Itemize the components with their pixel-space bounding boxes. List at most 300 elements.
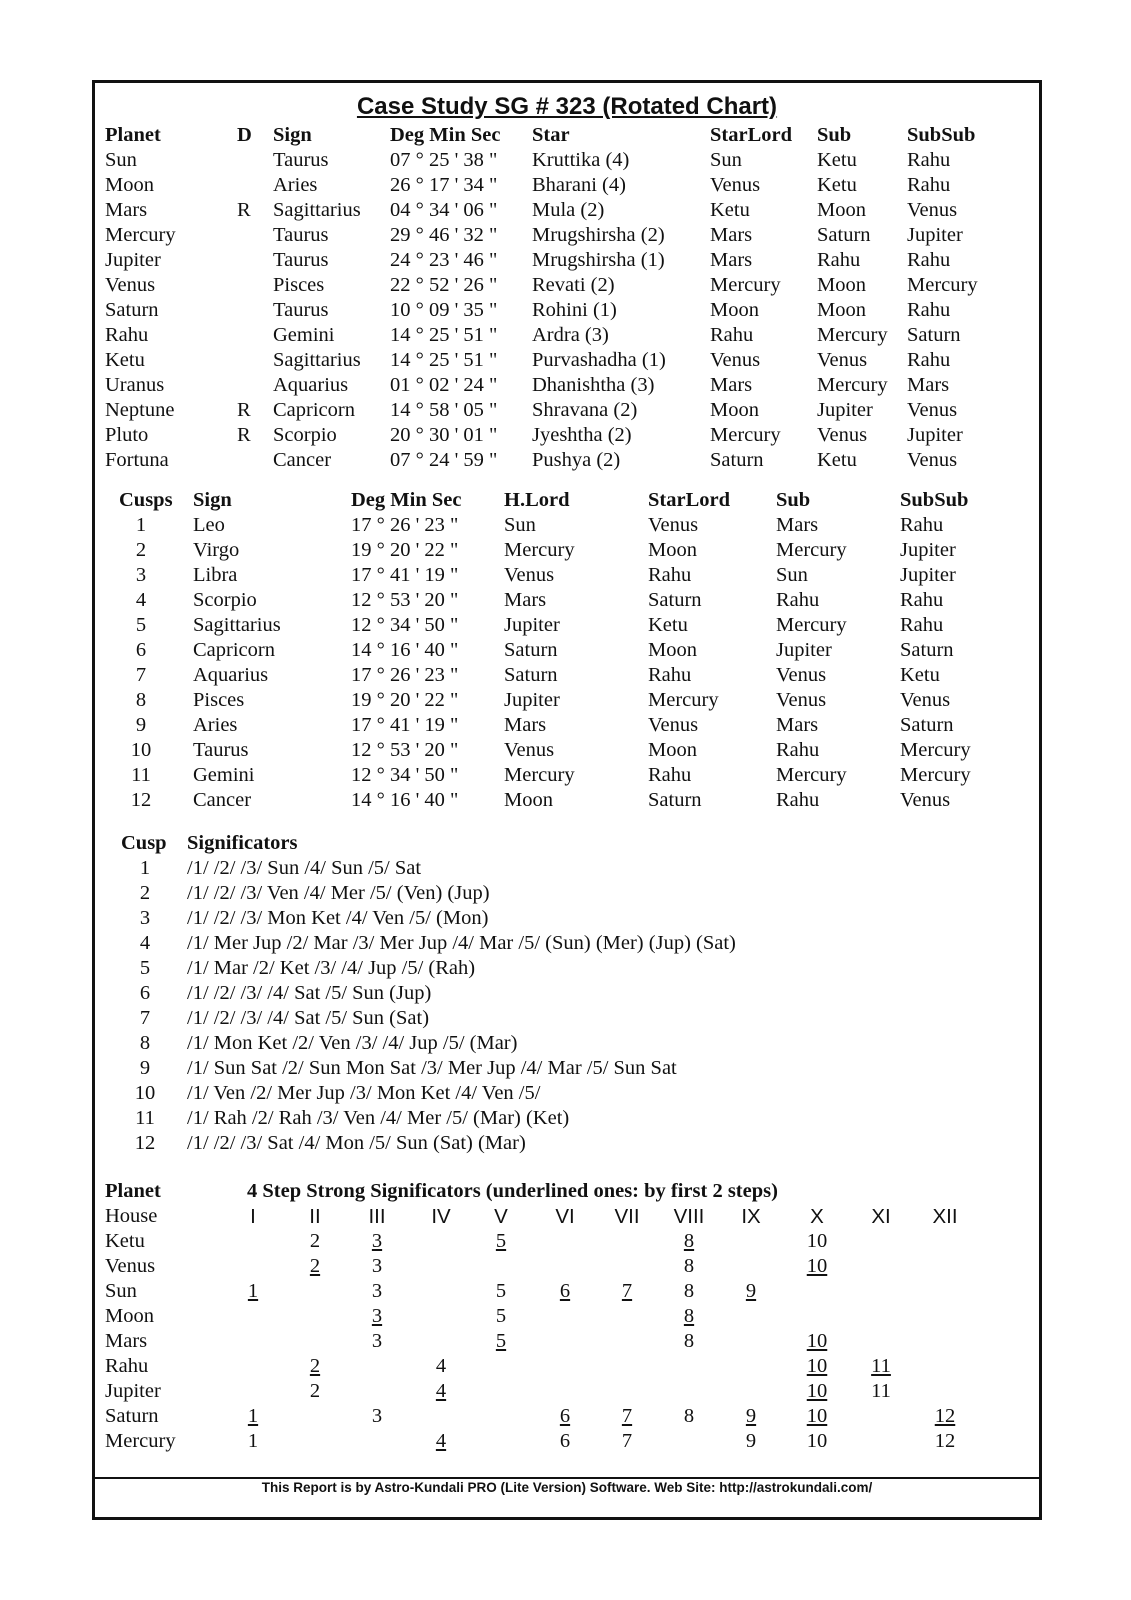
house-significator: 7 bbox=[621, 1430, 633, 1452]
house-significator bbox=[411, 1379, 471, 1404]
house-significator: 10 bbox=[806, 1230, 828, 1252]
cell-sign: Taurus bbox=[193, 739, 249, 761]
cell-significators: /1/ Rah /2/ Rah /3/ Ven /4/ Mer /5/ (Mar) (Ket) bbox=[187, 1107, 570, 1129]
significator-row bbox=[95, 1031, 1039, 1056]
planet-row bbox=[95, 323, 1039, 348]
cell-sign: Aries bbox=[193, 714, 238, 736]
underline-mark: 2 bbox=[309, 1255, 321, 1277]
strong-row bbox=[95, 1304, 1039, 1329]
cell-house-lord: Saturn bbox=[504, 639, 558, 661]
cusp-row bbox=[95, 713, 1039, 738]
planet-row bbox=[95, 223, 1039, 248]
cusp-row bbox=[95, 763, 1039, 788]
cell-sub-sub: Mars bbox=[907, 374, 950, 396]
strong-row bbox=[95, 1254, 1039, 1279]
cusp-row bbox=[95, 663, 1039, 688]
house-significator: 3 bbox=[371, 1280, 383, 1302]
header-strong-title: 4 Step Strong Significators (underlined ones: by first 2 steps) bbox=[247, 1180, 778, 1202]
cell-star-lord: Moon bbox=[710, 299, 759, 321]
cell-planet: Ketu bbox=[105, 349, 145, 371]
cell-house-lord: Venus bbox=[504, 564, 555, 586]
underline-mark: 5 bbox=[495, 1230, 507, 1252]
house-significator: 12 bbox=[934, 1430, 956, 1452]
cell-cusp: 1 bbox=[139, 857, 151, 879]
cell-star: Mrugshirsha (2) bbox=[532, 224, 665, 246]
cell-star-lord: Moon bbox=[648, 639, 697, 661]
header-planet: Planet bbox=[105, 124, 161, 146]
cell-house-lord: Sun bbox=[504, 514, 536, 536]
cell-sub-sub: Jupiter bbox=[900, 564, 956, 586]
cell-cusp: 12 bbox=[130, 789, 152, 811]
cell-sub: Mars bbox=[776, 714, 819, 736]
cell-sub-sub: Rahu bbox=[907, 149, 951, 171]
cell-sign: Aries bbox=[273, 174, 318, 196]
cell-degree: 29 ° 46 ' 32 " bbox=[390, 224, 498, 246]
cell-sub-sub: Saturn bbox=[900, 714, 954, 736]
cell-cusp: 5 bbox=[135, 614, 147, 636]
house-significator bbox=[787, 1379, 847, 1404]
cell-sign: Sagittarius bbox=[193, 614, 281, 636]
header-degree: Deg Min Sec bbox=[351, 489, 462, 511]
header-degree: Deg Min Sec bbox=[390, 124, 501, 146]
significator-row bbox=[95, 881, 1039, 906]
cell-significators: /1/ Ven /2/ Mer Jup /3/ Mon Ket /4/ Ven /5/ bbox=[187, 1082, 541, 1104]
cell-degree: 24 ° 23 ' 46 " bbox=[390, 249, 498, 271]
cell-planet: Mars bbox=[105, 1330, 148, 1352]
cell-degree: 17 ° 41 ' 19 " bbox=[351, 714, 459, 736]
house-label: III bbox=[368, 1205, 386, 1228]
house-significator bbox=[223, 1279, 283, 1304]
house-significator bbox=[915, 1404, 975, 1429]
cell-degree: 14 ° 58 ' 05 " bbox=[390, 399, 498, 421]
house-significator bbox=[411, 1429, 471, 1454]
cell-sub-sub: Rahu bbox=[907, 349, 951, 371]
cell-planet: Mars bbox=[105, 199, 148, 221]
cell-planet: Venus bbox=[105, 274, 156, 296]
house-label: IV bbox=[431, 1205, 451, 1228]
cell-sub: Moon bbox=[817, 274, 866, 296]
underline-mark: 10 bbox=[806, 1405, 828, 1427]
header-retro: D bbox=[237, 124, 252, 146]
cell-sub: Rahu bbox=[776, 739, 820, 761]
cell-degree: 19 ° 20 ' 22 " bbox=[351, 689, 459, 711]
footer-divider bbox=[95, 1477, 1039, 1479]
cell-planet: Moon bbox=[105, 174, 154, 196]
cell-cusp: 10 bbox=[130, 739, 152, 761]
cell-sub-sub: Ketu bbox=[900, 664, 940, 686]
underline-mark: 12 bbox=[934, 1405, 956, 1427]
cell-sub: Rahu bbox=[776, 789, 820, 811]
house-significator bbox=[285, 1354, 345, 1379]
cell-star-lord: Ketu bbox=[710, 199, 750, 221]
house-significator: 3 bbox=[371, 1330, 383, 1352]
cell-star: Jyeshtha (2) bbox=[532, 424, 632, 446]
significator-row bbox=[95, 1006, 1039, 1031]
house-significator: 11 bbox=[871, 1380, 891, 1402]
cell-star: Kruttika (4) bbox=[532, 149, 630, 171]
cell-star: Pushya (2) bbox=[532, 449, 621, 471]
house-significator: 10 bbox=[806, 1430, 828, 1452]
cell-planet: Neptune bbox=[105, 399, 175, 421]
cell-star: Revati (2) bbox=[532, 274, 615, 296]
cell-sign: Libra bbox=[193, 564, 238, 586]
house-significator bbox=[787, 1329, 847, 1354]
house-significator bbox=[787, 1254, 847, 1279]
report-title: Case Study SG # 323 (Rotated Chart) bbox=[356, 93, 778, 120]
cell-cusp: 9 bbox=[139, 1057, 151, 1079]
underline-mark: 10 bbox=[806, 1380, 828, 1402]
significators-header bbox=[95, 831, 1039, 856]
underline-mark: 9 bbox=[745, 1280, 757, 1302]
cell-sub-sub: Mercury bbox=[900, 764, 971, 786]
cell-sub-sub: Mercury bbox=[907, 274, 978, 296]
cell-degree: 14 ° 16 ' 40 " bbox=[351, 639, 459, 661]
cell-sub-sub: Rahu bbox=[900, 514, 944, 536]
cell-degree: 19 ° 20 ' 22 " bbox=[351, 539, 459, 561]
report-frame bbox=[92, 80, 1042, 1520]
cell-sign: Pisces bbox=[193, 689, 245, 711]
cell-degree: 14 ° 25 ' 51 " bbox=[390, 349, 498, 371]
cell-degree: 17 ° 26 ' 23 " bbox=[351, 514, 459, 536]
house-significator: 8 bbox=[683, 1330, 695, 1352]
underline-mark: 10 bbox=[806, 1355, 828, 1377]
strong-row bbox=[95, 1329, 1039, 1354]
cell-star-lord: Mars bbox=[710, 374, 753, 396]
cell-cusp: 11 bbox=[131, 764, 151, 786]
house-significator: 6 bbox=[559, 1430, 571, 1452]
header-sign: Sign bbox=[193, 489, 232, 511]
cell-sub: Mercury bbox=[817, 324, 888, 346]
cell-sign: Taurus bbox=[273, 299, 329, 321]
cell-sub: Moon bbox=[817, 199, 866, 221]
cell-sub-sub: Venus bbox=[907, 449, 958, 471]
header-house-lord: H.Lord bbox=[504, 489, 570, 511]
cell-cusp: 7 bbox=[135, 664, 147, 686]
header-significators: Significators bbox=[187, 832, 298, 854]
house-significator: 5 bbox=[495, 1305, 507, 1327]
cell-sub-sub: Rahu bbox=[907, 299, 951, 321]
header-sub: Sub bbox=[817, 124, 852, 146]
house-label: IX bbox=[741, 1205, 761, 1228]
cell-sign: Aquarius bbox=[193, 664, 269, 686]
underline-mark: 11 bbox=[871, 1355, 891, 1377]
cell-degree: 12 ° 53 ' 20 " bbox=[351, 589, 459, 611]
significator-row bbox=[95, 981, 1039, 1006]
cell-sign: Scorpio bbox=[193, 589, 257, 611]
cell-sub: Venus bbox=[776, 664, 827, 686]
strong-row bbox=[95, 1429, 1039, 1454]
strong-row bbox=[95, 1379, 1039, 1404]
cell-sub: Venus bbox=[776, 689, 827, 711]
cell-sub-sub: Jupiter bbox=[907, 224, 963, 246]
cell-degree: 22 ° 52 ' 26 " bbox=[390, 274, 498, 296]
cell-cusp: 3 bbox=[139, 907, 151, 929]
house-significator bbox=[471, 1329, 531, 1354]
significator-row bbox=[95, 1056, 1039, 1081]
house-significator: 8 bbox=[683, 1255, 695, 1277]
planet-row bbox=[95, 423, 1039, 448]
cell-sign: Pisces bbox=[273, 274, 325, 296]
cell-star-lord: Moon bbox=[710, 399, 759, 421]
cell-sub-sub: Saturn bbox=[900, 639, 954, 661]
cell-degree: 17 ° 26 ' 23 " bbox=[351, 664, 459, 686]
cell-star-lord: Rahu bbox=[710, 324, 754, 346]
header-planet: Planet bbox=[105, 1180, 161, 1202]
cell-house-lord: Jupiter bbox=[504, 689, 560, 711]
strong-row bbox=[95, 1279, 1039, 1304]
cell-house-lord: Mars bbox=[504, 714, 547, 736]
cell-star: Shravana (2) bbox=[532, 399, 638, 421]
planet-row bbox=[95, 273, 1039, 298]
cell-planet: Fortuna bbox=[105, 449, 169, 471]
cell-cusp: 8 bbox=[139, 1032, 151, 1054]
cell-degree: 12 ° 53 ' 20 " bbox=[351, 739, 459, 761]
cell-sub: Saturn bbox=[817, 224, 871, 246]
house-significator: 4 bbox=[435, 1355, 447, 1377]
house-significator bbox=[223, 1404, 283, 1429]
cell-sub-sub: Venus bbox=[900, 789, 951, 811]
cell-cusp: 7 bbox=[139, 1007, 151, 1029]
significator-row bbox=[95, 931, 1039, 956]
planet-row bbox=[95, 198, 1039, 223]
cell-sign: Virgo bbox=[193, 539, 240, 561]
planet-row bbox=[95, 148, 1039, 173]
cell-cusp: 6 bbox=[139, 982, 151, 1004]
header-sub-sub: SubSub bbox=[900, 489, 969, 511]
cell-degree: 14 ° 16 ' 40 " bbox=[351, 789, 459, 811]
cell-significators: /1/ /2/ /3/ /4/ Sat /5/ Sun (Sat) bbox=[187, 1007, 430, 1029]
house-label: VI bbox=[555, 1205, 575, 1228]
cell-star: Mula (2) bbox=[532, 199, 605, 221]
house-significator: 8 bbox=[683, 1280, 695, 1302]
planet-row bbox=[95, 448, 1039, 473]
cell-significators: /1/ /2/ /3/ Sat /4/ Mon /5/ Sun (Sat) (Mar) bbox=[187, 1132, 526, 1154]
cell-planet: Uranus bbox=[105, 374, 165, 396]
cell-cusp: 12 bbox=[134, 1132, 156, 1154]
cell-sub-sub: Rahu bbox=[907, 249, 951, 271]
cell-sub-sub: Venus bbox=[900, 689, 951, 711]
underline-mark: 3 bbox=[371, 1305, 383, 1327]
cell-significators: /1/ Mar /2/ Ket /3/ /4/ Jup /5/ (Rah) bbox=[187, 957, 476, 979]
cell-star-lord: Saturn bbox=[710, 449, 764, 471]
cell-significators: /1/ Mon Ket /2/ Ven /3/ /4/ Jup /5/ (Mar) bbox=[187, 1032, 518, 1054]
house-label: VII bbox=[614, 1205, 640, 1228]
cell-star-lord: Rahu bbox=[648, 564, 692, 586]
house-significator bbox=[597, 1279, 657, 1304]
underline-mark: 6 bbox=[559, 1280, 571, 1302]
cell-star-lord: Mercury bbox=[710, 274, 781, 296]
cell-significators: /1/ /2/ /3/ /4/ Sat /5/ Sun (Jup) bbox=[187, 982, 432, 1004]
cell-significators: /1/ Mer Jup /2/ Mar /3/ Mer Jup /4/ Mar /5/ (Sun) (Mer) (Jup) (Sat) bbox=[187, 932, 736, 954]
cusp-row bbox=[95, 638, 1039, 663]
cusp-significators-table bbox=[95, 831, 1039, 1156]
cell-sub: Rahu bbox=[776, 589, 820, 611]
cell-sign: Leo bbox=[193, 514, 225, 536]
cell-house-lord: Mars bbox=[504, 589, 547, 611]
house-significator bbox=[787, 1404, 847, 1429]
planet-row bbox=[95, 248, 1039, 273]
cell-sub: Venus bbox=[817, 424, 868, 446]
cell-star-lord: Venus bbox=[648, 514, 699, 536]
planet-row bbox=[95, 398, 1039, 423]
house-significator: 8 bbox=[683, 1405, 695, 1427]
underline-mark: 7 bbox=[621, 1280, 633, 1302]
cell-cusp: 10 bbox=[134, 1082, 156, 1104]
cell-cusp: 2 bbox=[139, 882, 151, 904]
house-significator bbox=[347, 1229, 407, 1254]
house-label: XI bbox=[871, 1205, 891, 1228]
cell-star-lord: Mercury bbox=[710, 424, 781, 446]
cell-star-lord: Mars bbox=[710, 224, 753, 246]
cell-sub-sub: Venus bbox=[907, 199, 958, 221]
header-cusp: Cusp bbox=[121, 832, 167, 854]
cell-planet: Rahu bbox=[105, 1355, 149, 1377]
underline-mark: 7 bbox=[621, 1405, 633, 1427]
cell-house-lord: Moon bbox=[504, 789, 553, 811]
cell-star-lord: Mars bbox=[710, 249, 753, 271]
cell-sub: Venus bbox=[817, 349, 868, 371]
cell-sub: Moon bbox=[817, 299, 866, 321]
cell-sub-sub: Jupiter bbox=[907, 424, 963, 446]
underline-mark: 9 bbox=[745, 1405, 757, 1427]
house-significator: 9 bbox=[745, 1430, 757, 1452]
house-label: VIII bbox=[673, 1205, 705, 1228]
cell-star-lord: Rahu bbox=[648, 664, 692, 686]
cell-star-lord: Sun bbox=[710, 149, 742, 171]
underline-mark: 1 bbox=[247, 1405, 259, 1427]
cell-retro: R bbox=[237, 199, 251, 221]
cell-star-lord: Mercury bbox=[648, 689, 719, 711]
cell-star: Bharani (4) bbox=[532, 174, 626, 196]
cell-sign: Sagittarius bbox=[273, 349, 361, 371]
cell-star: Dhanishtha (3) bbox=[532, 374, 655, 396]
strong-row bbox=[95, 1404, 1039, 1429]
cell-degree: 01 ° 02 ' 24 " bbox=[390, 374, 498, 396]
cell-sign: Taurus bbox=[273, 224, 329, 246]
planet-positions-table bbox=[95, 123, 1039, 473]
underline-mark: 10 bbox=[806, 1255, 828, 1277]
cell-star-lord: Venus bbox=[710, 349, 761, 371]
cell-star: Mrugshirsha (1) bbox=[532, 249, 665, 271]
cell-planet: Moon bbox=[105, 1305, 154, 1327]
cell-sign: Capricorn bbox=[193, 639, 275, 661]
cusp-positions-table bbox=[95, 488, 1039, 813]
underline-mark: 6 bbox=[559, 1405, 571, 1427]
cell-degree: 07 ° 25 ' 38 " bbox=[390, 149, 498, 171]
cell-significators: /1/ Sun Sat /2/ Sun Mon Sat /3/ Mer Jup /4/ Mar /5/ Sun Sat bbox=[187, 1057, 677, 1079]
strong-header bbox=[95, 1179, 1039, 1204]
cell-sub: Ketu bbox=[817, 449, 857, 471]
house-label: XII bbox=[932, 1205, 958, 1228]
cell-star: Rohini (1) bbox=[532, 299, 617, 321]
cell-house-lord: Venus bbox=[504, 739, 555, 761]
cell-significators: /1/ /2/ /3/ Mon Ket /4/ Ven /5/ (Mon) bbox=[187, 907, 489, 929]
house-significator bbox=[535, 1404, 595, 1429]
house-significator bbox=[659, 1304, 719, 1329]
header-house: House bbox=[105, 1205, 158, 1227]
strong-row bbox=[95, 1229, 1039, 1254]
cell-star-lord: Saturn bbox=[648, 589, 702, 611]
underline-mark: 4 bbox=[435, 1380, 447, 1402]
underline-mark: 2 bbox=[309, 1355, 321, 1377]
cusp-row bbox=[95, 688, 1039, 713]
cell-star-lord: Ketu bbox=[648, 614, 688, 636]
cusp-row bbox=[95, 538, 1039, 563]
cell-degree: 26 ° 17 ' 34 " bbox=[390, 174, 498, 196]
cell-cusp: 8 bbox=[135, 689, 147, 711]
cell-degree: 17 ° 41 ' 19 " bbox=[351, 564, 459, 586]
planet-row bbox=[95, 348, 1039, 373]
significator-row bbox=[95, 856, 1039, 881]
header-star-lord: StarLord bbox=[710, 124, 792, 146]
cell-house-lord: Saturn bbox=[504, 664, 558, 686]
cell-star-lord: Venus bbox=[648, 714, 699, 736]
house-significator: 2 bbox=[309, 1380, 321, 1402]
house-header-row bbox=[95, 1204, 1039, 1229]
cell-retro: R bbox=[237, 399, 251, 421]
cell-sub: Ketu bbox=[817, 174, 857, 196]
report-footer: This Report is by Astro-Kundali PRO (Lite Version) Software. Web Site: http://astrokundali.com/ bbox=[261, 1480, 873, 1495]
cell-planet: Venus bbox=[105, 1255, 156, 1277]
house-significator: 3 bbox=[371, 1405, 383, 1427]
cell-planet: Saturn bbox=[105, 1405, 159, 1427]
cusp-row bbox=[95, 738, 1039, 763]
cell-planet: Mercury bbox=[105, 224, 176, 246]
house-significator bbox=[851, 1354, 911, 1379]
cell-sign: Taurus bbox=[273, 249, 329, 271]
cell-sign: Sagittarius bbox=[273, 199, 361, 221]
cell-sub-sub: Saturn bbox=[907, 324, 961, 346]
cell-house-lord: Mercury bbox=[504, 764, 575, 786]
cell-degree: 12 ° 34 ' 50 " bbox=[351, 614, 459, 636]
header-cusp: Cusps bbox=[119, 489, 173, 511]
house-label: V bbox=[494, 1205, 508, 1228]
cell-sign: Taurus bbox=[273, 149, 329, 171]
cell-planet: Mercury bbox=[105, 1430, 176, 1452]
cell-degree: 10 ° 09 ' 35 " bbox=[390, 299, 498, 321]
cell-significators: /1/ /2/ /3/ Sun /4/ Sun /5/ Sat bbox=[187, 857, 422, 879]
cell-star-lord: Moon bbox=[648, 739, 697, 761]
underline-mark: 5 bbox=[495, 1330, 507, 1352]
cell-degree: 07 ° 24 ' 59 " bbox=[390, 449, 498, 471]
house-significator bbox=[721, 1404, 781, 1429]
cell-sub: Mercury bbox=[776, 614, 847, 636]
cell-sign: Cancer bbox=[273, 449, 332, 471]
cell-sub: Sun bbox=[776, 564, 808, 586]
cell-sub: Mercury bbox=[817, 374, 888, 396]
house-significator bbox=[471, 1229, 531, 1254]
house-label: X bbox=[810, 1205, 824, 1228]
house-significator bbox=[535, 1279, 595, 1304]
cell-cusp: 2 bbox=[135, 539, 147, 561]
cell-star-lord: Rahu bbox=[648, 764, 692, 786]
cell-sub-sub: Venus bbox=[907, 399, 958, 421]
cell-star: Ardra (3) bbox=[532, 324, 609, 346]
cell-sign: Cancer bbox=[193, 789, 252, 811]
cell-significators: /1/ /2/ /3/ Ven /4/ Mer /5/ (Ven) (Jup) bbox=[187, 882, 490, 904]
underline-mark: 10 bbox=[806, 1330, 828, 1352]
cell-cusp: 1 bbox=[135, 514, 147, 536]
cell-sign: Gemini bbox=[273, 324, 335, 346]
planet-row bbox=[95, 173, 1039, 198]
cell-cusp: 9 bbox=[135, 714, 147, 736]
cell-star-lord: Moon bbox=[648, 539, 697, 561]
house-significator bbox=[721, 1279, 781, 1304]
cell-planet: Jupiter bbox=[105, 249, 161, 271]
cell-degree: 04 ° 34 ' 06 " bbox=[390, 199, 498, 221]
house-significator bbox=[285, 1254, 345, 1279]
cell-planet: Pluto bbox=[105, 424, 149, 446]
